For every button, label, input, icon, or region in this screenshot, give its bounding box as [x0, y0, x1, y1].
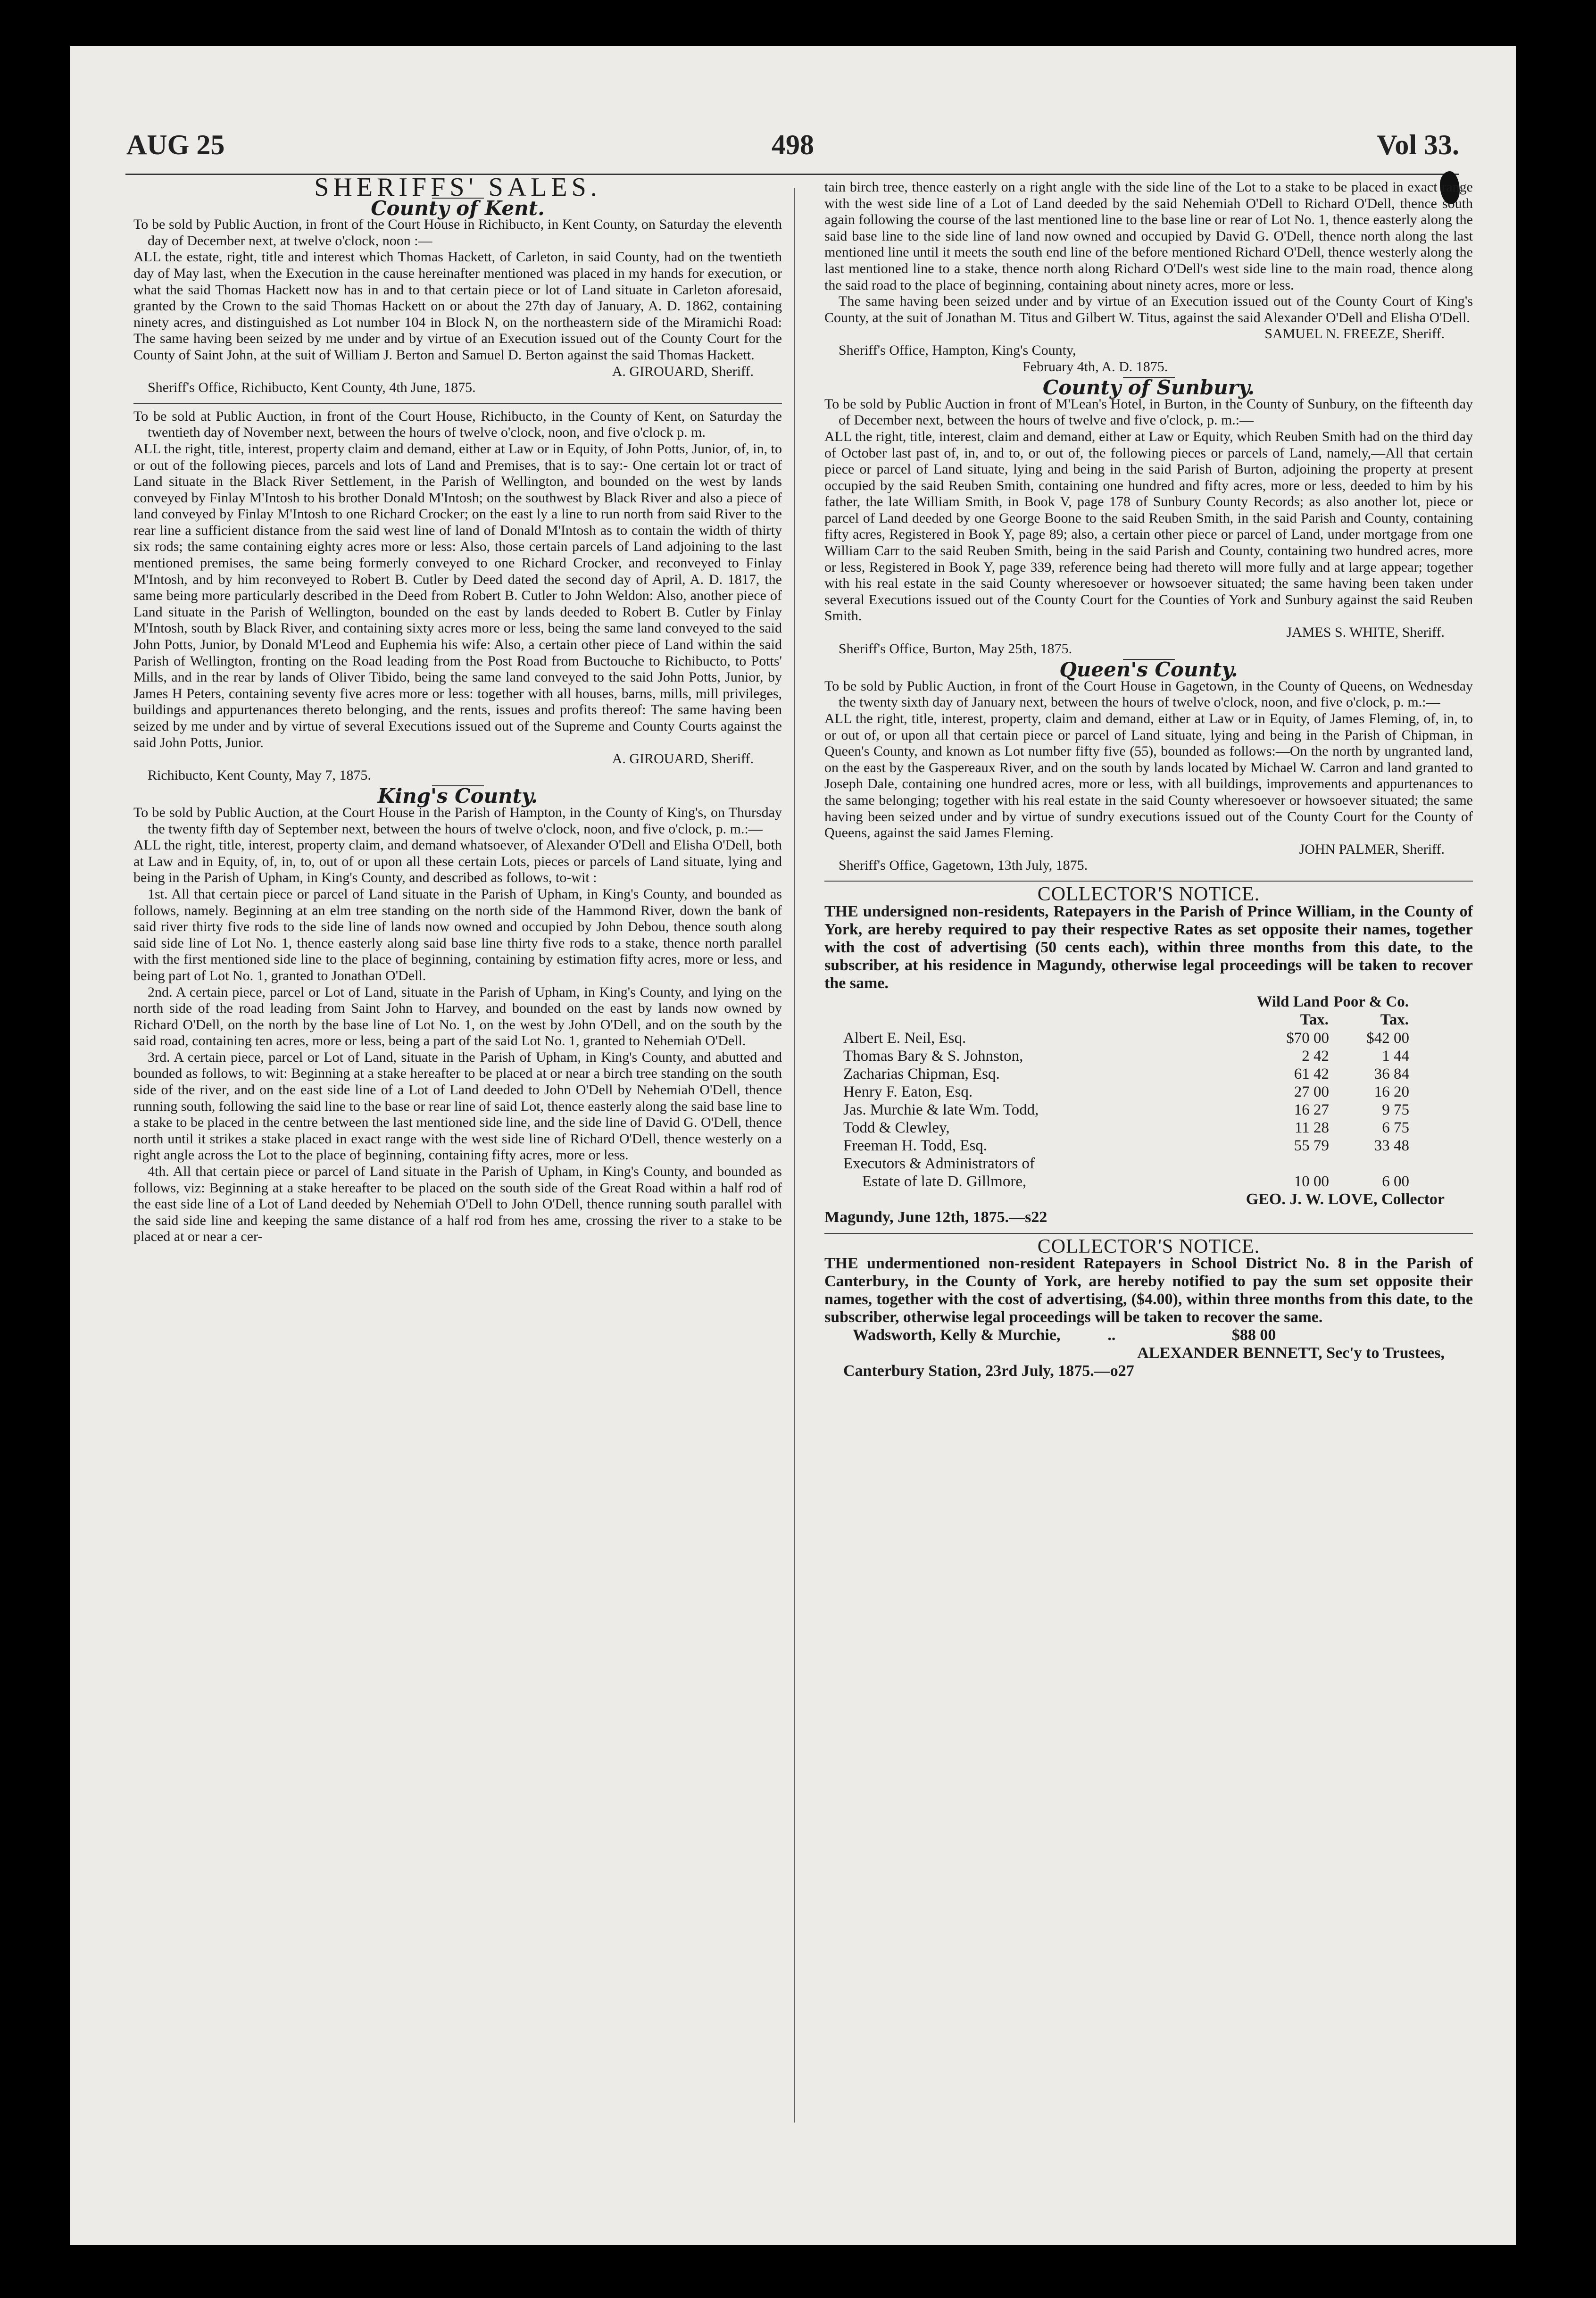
- notice2-leader: ..: [1107, 1326, 1116, 1344]
- section-title: SHERIFFS' SALES.: [314, 173, 601, 202]
- queens-heading: Queen's County.: [1059, 658, 1238, 682]
- wild-land-tax: 2 42: [1302, 1047, 1329, 1065]
- poor-tax: 16 20: [1374, 1083, 1409, 1100]
- tax-table-row: [843, 1065, 1409, 1083]
- ratepayer-name: Albert E. Neil, Esq.: [843, 1029, 966, 1047]
- wild-land-tax: 11 28: [1294, 1119, 1329, 1136]
- tax-table-row: [843, 1137, 1409, 1155]
- notice1-signature: GEO. J. W. LOVE, Collector: [1246, 1190, 1445, 1208]
- kings-parcel-3: 3rd. A certain piece, parcel or Lot of Land, situate in the Parish of Upham, in King's County, and abutted and bounded as follows, to wit: Beginning at a stake hereafter to be placed at or near a birch tree standing on the south side of the river, and on the east side line of a Lot of Land deeded to John O'Dell by Nehemiah O'Dell, thence running south, following the said line to the base or rear line of said Lot, thence easterly along the said base line to a stake to be placed in the centre between the last mentioned side line, and the side line of David G. O'Dell, thence north until it strikes a stake placed in exact range with the west side line of Richard O'Dell, thence westerly on a right angle across the Lot to the place of beginning, containing fifty acres, more or less.: [133, 1049, 782, 1163]
- kings-body: ALL the right, title, interest, property claim, and demand whatsoever, of Alexander O'Dell and Elisha O'Dell, both at Law and in Equity, of, in, to, out of or upon all these certain Lots, pieces or parcels of Land situate, lying and being in the Parish of Upham, in King's County, and described as follows, to-wit :: [133, 837, 782, 886]
- kings-office: Sheriff's Office, Hampton, King's County,: [839, 342, 1076, 358]
- wild-land-tax: [1249, 1155, 1329, 1173]
- ratepayer-name: Jas. Murchie & late Wm. Todd,: [843, 1101, 1039, 1118]
- kings-seized: The same having been seized under and by virtue of an Execution issued out of the County Court of King's County, at the suit of Jonathan M. Titus and Gilbert W. Titus, against the said Alexander O'Dell and Elisha O'Dell.: [824, 293, 1473, 325]
- notice1-body: THE undersigned non-residents, Ratepayers in the Parish of Prince William, in the County of York, are hereby required to pay their respective Rates as set opposite their names, together with the cost of advertising (50 cents each), within three months from this date, to the subscriber, at his residence in Magundy, otherwise legal proceedings will be taken to recover the same.: [824, 902, 1473, 992]
- sunbury-signature: JAMES S. WHITE, Sheriff.: [1286, 624, 1445, 641]
- kent1-signature: A. GIROUARD, Sheriff.: [612, 363, 754, 379]
- queens-office: Sheriff's Office, Gagetown, 13th July, 1875.: [839, 858, 1088, 874]
- notice2-date: Canterbury Station, 23rd July, 1875.—o27: [843, 1362, 1134, 1380]
- wild-land-tax: 61 42: [1294, 1065, 1329, 1082]
- kings-parcel-1: 1st. All that certain piece or parcel of Land situate in the Parish of Upham, in King's County, and bounded as follows, namely. Beginning at an elm tree standing on the north side of the Hammond River, down the bank of said river thirty five rods to the side line of lands now owned and occupied by John Debou, thence south along said side line of Lot No. 1, thence easterly along said base line thirty five rods to a stake, thence north parallel with the first mentioned side line to the place of beginning, containing by estimation fifty acres, more or less, and being part of Lot No. 1, granted to Jonathan O'Dell.: [133, 886, 782, 983]
- notice1-title: COLLECTOR'S NOTICE.: [1037, 883, 1260, 905]
- ratepayer-name: Todd & Clewley,: [843, 1119, 950, 1136]
- kings-date: February 4th, A. D. 1875.: [1022, 358, 1168, 375]
- sunbury-heading: County of Sunbury.: [1042, 376, 1255, 400]
- poor-tax: $42 00: [1366, 1029, 1409, 1047]
- notice2-payer: Wadsworth, Kelly & Murchie,: [853, 1326, 1061, 1344]
- kings-heading: King's County.: [377, 784, 538, 808]
- queens-signature: JOHN PALMER, Sheriff.: [1299, 841, 1445, 857]
- column-divider: [794, 188, 795, 2123]
- ratepayer-name: Henry F. Eaton, Esq.: [843, 1083, 973, 1100]
- left-column: [133, 173, 782, 1245]
- ratepayer-name: Freeman H. Todd, Esq.: [843, 1137, 988, 1154]
- wild-land-tax: $70 00: [1286, 1029, 1329, 1047]
- sunbury-body: ALL the right, title, interest, claim and demand, either at Law or Equity, which Reuben Smith had on the third day of October last past of, in, and to, or out of, the following pieces or parcels of Land, namely,—All that certain piece or parcel of Land situate, lying and being in the said Parish of Burton, adjoining the property at present occupied by the said Reuben Smith, containing one hundred and fifty acres, more or less, deeded to him by his father, the late William Smith, in Book V, page 178 of Sunbury County Records; as also another lot, piece or parcel of Land deeded by one George Boone to the said Reuben Smith, in the said Parish and County, containing fifty acres, Registered in Book Y, page 89; also, a certain other piece or parcel of Land, under mortgage from one William Carr to the said Reuben Smith, being in the said Parish and County, containing two hundred acres, more or less, Registered in Book Y, page 339, reference being had thereto will more fully and at large appear; together with his real estate in the said County wheresoever or howsoever situated; the same having been taken under several Executions issued out of the County Court for the Counties of York and Sunbury against the said Reuben Smith.: [824, 428, 1473, 624]
- volume-label: Vol 33.: [1377, 129, 1459, 160]
- page-number: 498: [772, 129, 814, 160]
- separator: [824, 881, 1473, 882]
- notice2-entry: [824, 1326, 1473, 1344]
- wild-land-tax-header: Wild Land Tax.: [1256, 993, 1329, 1028]
- kent1-body: ALL the estate, right, title and interest which Thomas Hackett, of Carleton, in said County, had on the twentieth day of May last, when the Execution in the cause hereinafter mentioned was placed in my hands for execution, or what the said Thomas Hackett now has in and to that certain piece or lot of Land situate in Carleton aforesaid, granted by the Crown to the said Thomas Hackett on or about the 27th day of January, A. D. 1862, containing ninety acres, and distinguished as Lot number 104 in Block N, on the northeastern side of the Miramichi Road: The same having been seized by me under and by virtue of an Execution issued out of the County Court for the County of Saint John, at the suit of William J. Berton and Samuel D. Berton against the said Thomas Hackett.: [133, 249, 782, 363]
- right-column: [824, 179, 1473, 1380]
- ratepayer-name: Estate of late D. Gillmore,: [862, 1173, 1027, 1190]
- kent1-intro: To be sold by Public Auction, in front of the Court House in Richibucto, in Kent County, on Saturday the eleventh day of December next, at twelve o'clock, noon :—: [133, 216, 782, 249]
- poor-tax: 36 84: [1374, 1065, 1409, 1082]
- page-header: [126, 129, 1459, 171]
- document-page: [70, 46, 1516, 2245]
- kings-continued: tain birch tree, thence easterly on a right angle with the side line of the Lot to a stake to be placed in exact range with the west side line of a Lot of Land deeded by the said Nehemiah O'Dell to Richard O'Dell, thence south again following the course of the last mentioned line to the base line or rear of Lot No. 1, thence easterly along the said base line to the side line of land now owned and occupied by David G. O'Dell, thence north along the last mentioned line until it meets the south end line of the before mentioned Richard O'Dell, thence westerly along the last mentioned line to a stake, thence north along Richard O'Dell's west side line to the main road, thence along the said road to the place of beginning, containing about ninety acres, more or less.: [824, 179, 1473, 293]
- notice2-signature: ALEXANDER BENNETT, Sec'y to Trustees,: [1137, 1344, 1445, 1362]
- ratepayer-name: Executors & Administrators of: [843, 1155, 1035, 1172]
- kent2-intro: To be sold at Public Auction, in front of the Court House, Richibucto, in the County of Kent, on Saturday the twentieth day of November next, between the hours of twelve o'clock, noon, and five o'clock p. m.: [133, 408, 782, 441]
- poor-tax-header: Poor & Co. Tax.: [1333, 993, 1409, 1028]
- poor-tax: 6 75: [1382, 1119, 1409, 1136]
- separator: [824, 1233, 1473, 1234]
- kent2-body: ALL the right, title, interest, property claim and demand, either at Law or in Equity, of John Potts, Junior, of, in, to or out of the following pieces, parcels and lots of Land and Premises, that is to say:- One certain lot or tract of Land situate in the Black River Settlement, in the Parish of Wellington, and bounded on the west by lands conveyed by Finlay M'Intosh to his brother Donald M'Intosh; on the southwest by Black River and also a piece of land conveyed by Finlay M'Intosh to one Richard Crocker; on the east ly a line to run north from said River to the rear line a sufficient distance from the said west line of land of Donald M'Intosh as to contain the width of thirty six rods; the same containing eighty acres more or less: Also, those certain parcels of Land adjoining to the last mentioned premises, the same being formerly conveyed to one Richard Crocker, and reconveyed to Finlay M'Intosh, and by him reconveyed to Robert B. Cutler by Deed dated the second day of April, A. D. 1817, the same being more particularly described in the Deed from Robert B. Cutler to John Weldon: Also, another piece of Land situate in the Parish of Wellington, bounded on the east by lands deeded to Robert B. Cutler by Finlay M'Intosh, south by Black River, and containing sixty acres more or less, being the same land conveyed to the said John Potts, Junior, by Donald M'Leod and Euphemia his wife: Also, a certain other piece of Land within the said Parish of Wellington, fronting on the Road leading from the Post Road from Buctouche to Richibucto, to Potts' Mills, and in the rear by lands of Oliver Tibido, being the same land conveyed to the said John Potts, Junior, by James H Peters, containing seventy five acres more or less: together with all houses, barns, mills, mill privileges, buildings and appurtenances thereto belonging, and the rents, issues and profits thereof: The same having been seized by me under and by virtue of several Executions issued out of the Supreme and County Courts against the said John Potts, Junior.: [133, 441, 782, 750]
- poor-tax: 33 48: [1374, 1137, 1409, 1154]
- sunbury-intro: To be sold by Public Auction in front of M'Lean's Hotel, in Burton, in the County of Sunbury, on the fifteenth day of December next, between the hours of twelve and five o'clock, p. m.:—: [824, 396, 1473, 428]
- tax-table-row: [843, 1155, 1409, 1173]
- wild-land-tax: 16 27: [1294, 1101, 1329, 1118]
- poor-tax: 9 75: [1382, 1101, 1409, 1118]
- queens-body: ALL the right, title, interest, property, claim and demand, either at Law or in Equity, of James Fleming, of, in, to or out of, or upon all that certain piece or parcel of Land situate, lying and being in the Parish of Chipman, in Queen's County, and known as Lot number fifty five (55), bounded as follows:—On the north by ungranted land, on the east by the Gaspereaux River, and on the south by lands located by Michael W. Carron and land granted to Joseph Dale, containing one hundred acres, more or less, with all buildings, improvements and appurtenances to the same belonging; together with his real estate in the said County wheresoever or howsoever situated; the same having been seized under and by virtue of sundry executions issued out of the County Court for the County of Queens, against the said James Fleming.: [824, 711, 1473, 841]
- kent1-office: Sheriff's Office, Richibucto, Kent County, 4th June, 1875.: [148, 380, 476, 396]
- notice2-body: THE undermentioned non-resident Ratepayers in School District No. 8 in the Parish of Canterbury, in the County of York, are hereby notified to pay the sum set opposite their names, together with the cost of advertising, ($4.00), within three months from this date, to the subscriber, otherwise legal proceedings will be taken to recover the same.: [824, 1255, 1473, 1326]
- separator: [133, 403, 782, 404]
- kent2-office: Richibucto, Kent County, May 7, 1875.: [148, 767, 371, 783]
- notice2-amount: $88 00: [1231, 1326, 1276, 1344]
- tax-table-row: [843, 1173, 1409, 1191]
- tax-table-header: [843, 992, 1409, 1029]
- kings-intro: To be sold by Public Auction, at the Court House in the Parish of Hampton, in the County of King's, on Thursday the twenty fifth day of September next, between the hours of twelve o'clock, noon, and five o'clock, p. m.:—: [133, 804, 782, 837]
- tax-table: [843, 992, 1409, 1191]
- tax-table-row: [843, 1101, 1409, 1119]
- tax-table-row: [843, 1083, 1409, 1101]
- wild-land-tax: 10 00: [1294, 1173, 1329, 1190]
- ratepayer-name: Thomas Bary & S. Johnston,: [843, 1047, 1023, 1065]
- poor-tax: 6 00: [1382, 1173, 1409, 1190]
- wild-land-tax: 27 00: [1294, 1083, 1329, 1100]
- kings-parcel-4: 4th. All that certain piece or parcel of Land situate in the Parish of Upham, in King's County, and bounded as follows, viz: Beginning at a stake hereafter to be placed on the south side of the Great Road within a half rod of the east side line of a Lot of Land deeded by Nehemiah O'Dell to John O'Dell, thence running south parallel with the said side line and keeping the same distance of a half rod from hes ame, crossing the river to a stake to be placed at or near a cer-: [133, 1164, 782, 1245]
- notice1-date: Magundy, June 12th, 1875.—s22: [824, 1208, 1047, 1226]
- kent2-signature: A. GIROUARD, Sheriff.: [612, 751, 754, 767]
- issue-date: AUG 25: [126, 129, 225, 160]
- wild-land-tax: 55 79: [1294, 1137, 1329, 1154]
- poor-tax: [1329, 1155, 1409, 1173]
- poor-tax: 1 44: [1382, 1047, 1409, 1065]
- kent-heading: County of Kent.: [371, 196, 545, 220]
- notice2-title: COLLECTOR'S NOTICE.: [1037, 1235, 1260, 1257]
- tax-table-row: [843, 1119, 1409, 1137]
- tax-table-row: [843, 1047, 1409, 1065]
- queens-intro: To be sold by Public Auction, in front of the Court House in Gagetown, in the County of Queens, on Wednesday the twenty sixth day of January next, between the hours of twelve o'clock, noon, and five o'clock, p. m.:—: [824, 678, 1473, 710]
- kings-parcel-2: 2nd. A certain piece, parcel or Lot of Land, situate in the Parish of Upham, in King's County, and lying on the north side of the road leading from Saint John to Harvey, and bounded on the east by lands now owned by Richard O'Dell, on the north by the base line of Lot No. 1, on the west by John O'Dell, and on the south by the said road, containing ten acres, more or less, being a part of the said Lot No. 1, granted to Nehemiah O'Dell.: [133, 984, 782, 1049]
- ratepayer-name: Zacharias Chipman, Esq.: [843, 1065, 1000, 1082]
- kings-signature: SAMUEL N. FREEZE, Sheriff.: [1264, 326, 1445, 342]
- tax-table-row: [843, 1029, 1409, 1047]
- tax-rows: [843, 1029, 1409, 1191]
- sunbury-office: Sheriff's Office, Burton, May 25th, 1875.: [839, 641, 1072, 657]
